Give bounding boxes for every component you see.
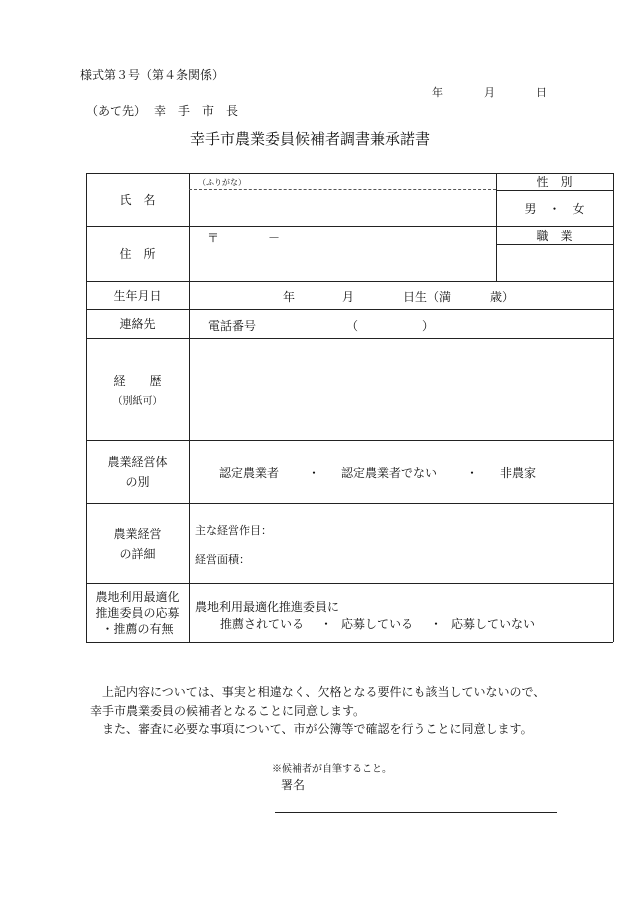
contact-label: 連絡先 [119, 317, 156, 331]
birthdate-label-cell [86, 281, 189, 309]
contact-label-cell [86, 309, 189, 338]
date-year-label: 年 [432, 86, 443, 99]
recommend-label-3: ・推薦の有無 [101, 621, 174, 636]
recommend-option-recommended[interactable]: 推薦されている [220, 617, 305, 631]
recommend-label-1: 農地利用最適化 [95, 589, 180, 604]
gender-label-cell [496, 173, 613, 190]
date-day-label: 日 [536, 86, 547, 99]
statement-line-2: 幸手市農業委員の候補者となることに同意します。 [90, 704, 366, 718]
signature-label: 署名 [281, 778, 306, 792]
recommend-option-applied[interactable]: 応募している [341, 617, 414, 631]
farm-area-input[interactable] [250, 546, 605, 568]
recommend-heading: 農地利用最適化推進委員に [195, 600, 340, 614]
recommend-label-2: 推進委員の応募 [95, 605, 180, 620]
birth-year-label: 年 [283, 290, 296, 304]
statement-line-3: また、審査に必要な事項について、市が公簿等で確認を行うことに同意します。 [102, 722, 533, 736]
birth-day-age-label: 日生（満 [403, 290, 452, 304]
farm-entity-separator-1: ・ [308, 466, 321, 480]
address-label-cell [86, 226, 189, 281]
name-input[interactable] [190, 190, 495, 225]
phone-label: 電話番号 [208, 319, 257, 333]
phone-paren-open: （ [346, 319, 359, 333]
farm-entity-separator-2: ・ [466, 466, 479, 480]
farm-entity-option-non-farmer[interactable]: 非農家 [500, 466, 537, 480]
occupation-label: 職 業 [536, 228, 573, 243]
age-suffix-label: 歳） [490, 290, 515, 304]
address-input[interactable] [190, 227, 495, 280]
recommend-label-cell [86, 583, 189, 642]
main-crop-label: 主な経営作目： [195, 524, 272, 537]
career-label-cell [86, 338, 189, 440]
main-crop-input[interactable] [275, 517, 605, 539]
gender-label: 性 別 [536, 175, 573, 189]
name-label-cell [86, 173, 189, 226]
occupation-label-cell [496, 226, 613, 244]
farm-entity-option-not-certified[interactable]: 認定農業者でない [341, 466, 438, 480]
recommend-separator-2: ・ [430, 617, 443, 631]
address-label: 住 所 [119, 247, 156, 261]
recommend-separator-1: ・ [320, 617, 333, 631]
name-label: 氏 名 [119, 193, 156, 207]
farm-detail-label-cell [86, 503, 189, 583]
postal-mark: 〒 [207, 231, 220, 245]
occupation-input[interactable] [497, 245, 612, 280]
career-label: 経 歴 [113, 373, 162, 388]
gender-options-cell[interactable] [496, 190, 613, 226]
addressee-name: 幸 手 市 長 [154, 104, 239, 118]
furigana-label: （ふりがな） [198, 178, 246, 187]
career-input[interactable] [190, 339, 612, 439]
farm-detail-label-2: の詳細 [119, 546, 156, 561]
signature-input[interactable] [275, 790, 557, 812]
farm-area-label: 経営面積： [195, 553, 250, 566]
signature-note: ※候補者が自筆すること。 [272, 764, 392, 775]
signature-line [275, 812, 557, 813]
farm-entity-option-certified[interactable]: 認定農業者 [219, 466, 280, 480]
gender-options[interactable]: 男 ・ 女 [524, 201, 585, 216]
birthdate-label: 生年月日 [113, 288, 162, 303]
addressee-prefix: （あて先） [86, 104, 147, 118]
birth-month-label: 月 [342, 290, 355, 304]
statement-line-1: 上記内容については、事実と相違なく、欠格となる要件にも該当していないので、 [102, 685, 546, 699]
form-number: 様式第３号（第４条関係） [80, 68, 225, 82]
postal-dash: － [268, 231, 281, 245]
farm-entity-label-1: 農業経営体 [107, 455, 168, 469]
phone-paren-close: ） [422, 319, 435, 333]
farm-entity-label-cell [86, 440, 189, 503]
recommend-option-not-applied[interactable]: 応募していない [451, 617, 536, 631]
farm-detail-label-1: 農業経営 [113, 526, 162, 541]
date-month-label: 月 [484, 86, 495, 99]
career-note: （別紙可） [112, 395, 163, 407]
farm-entity-label-2: の別 [125, 475, 150, 489]
document-title: 幸手市農業委員候補者調書兼承諾書 [190, 130, 431, 148]
